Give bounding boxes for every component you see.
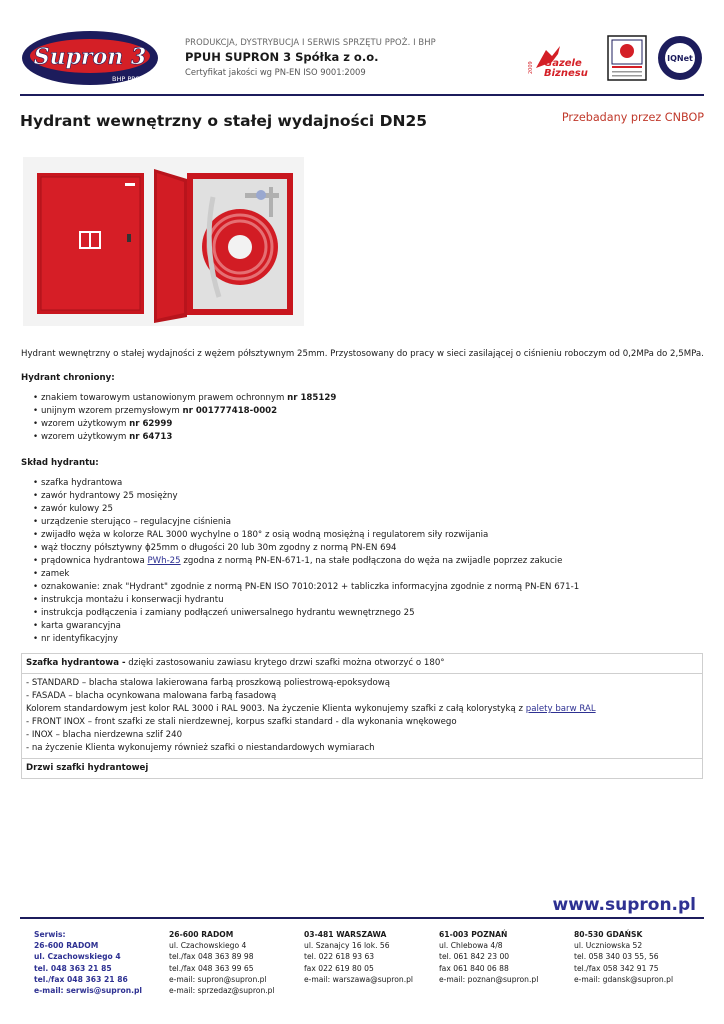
website-link[interactable]: www.supron.pl xyxy=(552,895,696,915)
composition-heading: Skład hydrantu: xyxy=(21,458,99,468)
protected-list xyxy=(21,392,705,444)
footer-gdansk: 80-530 GDAŃSK ul. Uczniowska 52 tel. 058 340 03 55, 56 tel./fax 058 342 91 75 e-mail: gdansk@supron.pl xyxy=(574,930,674,984)
open-cabinet xyxy=(154,169,293,323)
list-item: • unijnym wzorem przemysłowym nr 001777418-0002 xyxy=(33,405,705,418)
product-description: Hydrant wewnętrzny o stałej wydajności z wężem półsztywnym 25mm. Przystosowany do pracy w sieci zasilającej o ciśnieniu roboczym od 0,2MPa do 2,5MPa. xyxy=(21,349,704,359)
company-info xyxy=(185,37,436,77)
svg-text:Supron 3: Supron 3 xyxy=(33,44,147,70)
list-item: • wzorem użytkowym nr 62999 xyxy=(33,418,705,431)
list-item: • znakiem towarowym ustanowionym prawem ochronnym nr 185129 xyxy=(33,392,705,405)
cabinet-heading-row: Szafka hydrantowa - dzięki zastosowaniu zawiasu krytego drzwi szafki można otworzyć o 180° xyxy=(21,653,703,674)
protected-heading: Hydrant chroniony: xyxy=(21,373,115,383)
list-item: • zwijadło węża w kolorze RAL 3000 wychylne o 180° z osią wodną mosiężną i regulatorem siły rozwijania xyxy=(33,529,705,542)
hydrant-product-photo[interactable] xyxy=(23,157,304,326)
ral-palette-link[interactable]: palety barw RAL xyxy=(525,704,596,714)
list-item: • zamek xyxy=(33,568,705,581)
list-item: • instrukcja montażu i konserwacji hydrantu xyxy=(33,594,705,607)
company-tagline: PRODUKCJA, DYSTRYBUCJA I SERWIS SPRZĘTU PPOŻ. I BHP xyxy=(185,37,436,47)
list-item: • zawór hydrantowy 25 mosiężny xyxy=(33,490,705,503)
footer-poznan: 61-003 POZNAŃ ul. Chlebowa 4/8 tel. 061 842 23 00 fax 061 840 06 88 e-mail: poznan@supron.pl xyxy=(439,930,539,984)
list-item: • wzorem użytkowym nr 64713 xyxy=(33,431,705,444)
svg-text:2009: 2009 xyxy=(528,61,534,74)
list-item: • urządzenie sterująco – regulacyjne ciśnienia xyxy=(33,516,705,529)
product-content xyxy=(21,348,705,779)
svg-text:BHP PPOŻ.: BHP PPOŻ. xyxy=(112,75,147,83)
tested-by-label: Przebadany przez CNBOP xyxy=(561,111,704,124)
list-item: • nr identyfikacyjny xyxy=(33,633,705,646)
certificate-line: Certyfikat jakości wg PN-EN ISO 9001:2009 xyxy=(185,67,366,77)
list-item: • oznakowanie: znak "Hydrant" zgodnie z normą PN-EN ISO 7010:2012 + tabliczka informacyjna zgodnie z normą PN-EN 671-1 xyxy=(33,581,705,594)
list-item: • karta gwarancyjna xyxy=(33,620,705,633)
iqnet-badge xyxy=(658,36,702,80)
list-item: • zawór kulowy 25 xyxy=(33,503,705,516)
closed-cabinet xyxy=(37,173,144,314)
svg-text:IQNet: IQNet xyxy=(667,54,693,63)
header-divider xyxy=(20,94,704,96)
nozzle-link[interactable]: PWh-25 xyxy=(147,556,181,566)
page-title: Hydrant wewnętrzny o stałej wydajności DN25 xyxy=(20,112,428,130)
cabinet-doors-row: Drzwi szafki hydrantowej xyxy=(21,759,703,779)
list-item: • wąż tłoczny półsztywny ϕ25mm o długości 20 lub 30m zgodny z normą PN-EN 694 xyxy=(33,542,705,555)
cabinet-variants-row: - STANDARD – blacha stalowa lakierowana farbą proszkową poliestrową-epoksydową - FASADA – blacha ocynkowana malowana farbą fasadową Kolorem standardowym jest kolor RAL 3000 i RAL 9003. Na życzenie Klienta wykonujemy szafki z całą kolorystyką z palety barw RAL - FRONT INOX – front szafki ze stali nierdzewnej, korpus szafki standard - dla wykonania wnękowego - INOX – blacha nierdzewna szlif 240 - na życzenie Klienta wykonujemy również szafki o niestandardowych wymiarach xyxy=(21,674,703,759)
footer-service: Serwis: 26-600 RADOM ul. Czachowskiego 4 tel. 048 363 21 85 tel./fax 048 363 21 86 e-mail: serwis@supron.pl xyxy=(34,930,143,996)
company-name: PPUH SUPRON 3 Spółka z o.o. xyxy=(185,50,379,64)
footer-radom: 26-600 RADOM ul. Czachowskiego 4 tel./fax 048 363 89 98 tel./fax 048 363 99 65 e-mail: supron@supron.pl e-mail: sprzedaz@supron.pl xyxy=(169,930,275,996)
list-item: • instrukcja podłączenia i zamiany podłączeń uniwersalnego hydrantu wewnętrznego 25 xyxy=(33,607,705,620)
composition-list xyxy=(21,477,705,646)
page-header xyxy=(20,28,704,88)
footer-divider xyxy=(20,917,704,919)
gazele-biznesu-badge xyxy=(528,46,588,79)
svg-text:Biznesu: Biznesu xyxy=(544,68,588,79)
award-badges xyxy=(524,32,704,84)
supron-logo[interactable] xyxy=(20,28,160,88)
list-item: • szafka hydrantowa xyxy=(33,477,705,490)
cabinet-table xyxy=(21,653,703,779)
svg-text:Gazele: Gazele xyxy=(544,58,582,69)
footer-warszawa: 03-481 WARSZAWA ul. Szanajcy 16 lok. 56 tel. 022 618 93 63 fax 022 619 80 05 e-mail: warszawa@supron.pl xyxy=(304,930,414,984)
list-item: • prądownica hydrantowa PWh-25 zgodna z normą PN-EN-671-1, na stałe podłączona do węża na zwijadle poprzez zakucie xyxy=(33,555,705,568)
quality-cert-badge xyxy=(608,36,646,80)
